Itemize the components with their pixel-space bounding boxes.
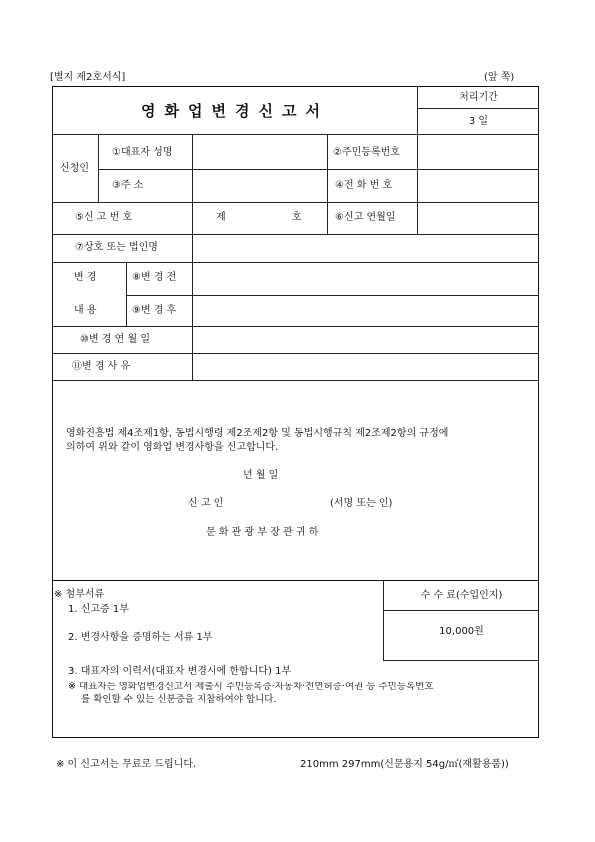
processing-value: 3 일 [468, 116, 489, 127]
footer-note: ※ 이 신고서는 무료로 드립니다. [56, 759, 197, 770]
change-reason-label: ⑪변 경 사 유 [72, 361, 131, 372]
applicant-mid-divider-2 [417, 134, 418, 234]
declaration-line-1: 영화진흥법 제4조제1항, 동법시행령 제2조제2항 및 동법시행규칙 제2조제2항의 규정에 [66, 428, 449, 439]
change-group-label-2: 내 용 [74, 305, 97, 316]
report-no-prefix: 제 [216, 212, 226, 223]
footer-paper: 210mm 297mm(신문용지 54g/㎡(재활용품)) [300, 759, 509, 770]
change-after-label: ⑨변 경 후 [132, 305, 177, 316]
attachment-note-2: 를 확인할 수 있는 신분증을 지참하여야 합니다. [81, 694, 277, 705]
fee-row-line [383, 610, 539, 611]
row-line-3 [52, 202, 539, 203]
change-group-label-1: 변 경 [74, 272, 97, 283]
attachment-item-3: 3. 대표자의 이력서(대표자 변경시에 한합니다) 1부 [68, 666, 292, 677]
attachment-item-1: 1. 신고증 1부 [68, 604, 129, 615]
attachment-item-2: 2. 변경사항을 증명하는 서류 1부 [68, 632, 213, 643]
business-name-divider [192, 234, 193, 262]
attachments-title: ※ 첨부서류 [54, 589, 105, 600]
row-line-4 [52, 234, 539, 235]
fee-value: 10,000원 [439, 626, 484, 637]
row-line-6 [126, 295, 539, 296]
processing-label: 처리기간 [459, 92, 498, 103]
row-line-1 [52, 134, 539, 135]
declaration-line-2: 의하여 위와 같이 영화업 변경사항을 신고합니다. [66, 442, 279, 453]
change-date-label: ⑩변 경 연 월 일 [80, 334, 150, 345]
form-number: [별지 제2호서식] [50, 72, 126, 83]
row-line-8 [52, 353, 539, 354]
addressee: 문 화 관 광 부 장 관 귀 하 [206, 527, 319, 538]
declaration-date-line: 년 월 일 [243, 470, 279, 481]
row-line-7 [52, 326, 539, 327]
report-no-divider [192, 202, 193, 234]
applicant-mid-divider-1 [327, 134, 328, 234]
report-no-label: ⑤신 고 번 호 [75, 212, 133, 223]
report-no-suffix: 호 [292, 212, 302, 223]
form-title: 영화업변경신고서 [141, 102, 329, 120]
change-before-label: ⑧변 경 전 [132, 272, 177, 283]
phone-label: ④전 화 번 호 [335, 180, 393, 191]
fee-label: 수 수 료(수입인지) [420, 590, 503, 601]
resident-no-label: ②주민등록번호 [333, 147, 400, 158]
address-label: ③주 소 [112, 180, 144, 191]
applicant-group-divider [98, 134, 99, 202]
page-side: (앞 쪽) [484, 72, 515, 83]
change-group-divider [126, 262, 127, 326]
applicant-label-divider [192, 134, 193, 202]
fee-bottom-line [383, 660, 539, 661]
applicant-group-label: 신청인 [60, 163, 89, 174]
attachment-note-1: ※ 대표자는 영화업변경신고서 제출시 주민등록증·자동차·전면허증·여권 등 주민등록번호 [68, 682, 434, 692]
reporter-label: 신 고 인 [188, 498, 224, 509]
row-line-2 [98, 169, 539, 170]
processing-divider [417, 108, 539, 109]
sign-label: (서명 또는 인) [330, 498, 393, 509]
rep-name-label: ①대표자 성명 [112, 147, 173, 158]
report-date-label: ⑥신고 연월일 [335, 212, 396, 223]
row-line-10 [52, 580, 539, 581]
row-line-9 [52, 380, 539, 381]
business-name-label: ⑦상호 또는 법인명 [75, 242, 158, 253]
change-label-divider [192, 262, 193, 380]
